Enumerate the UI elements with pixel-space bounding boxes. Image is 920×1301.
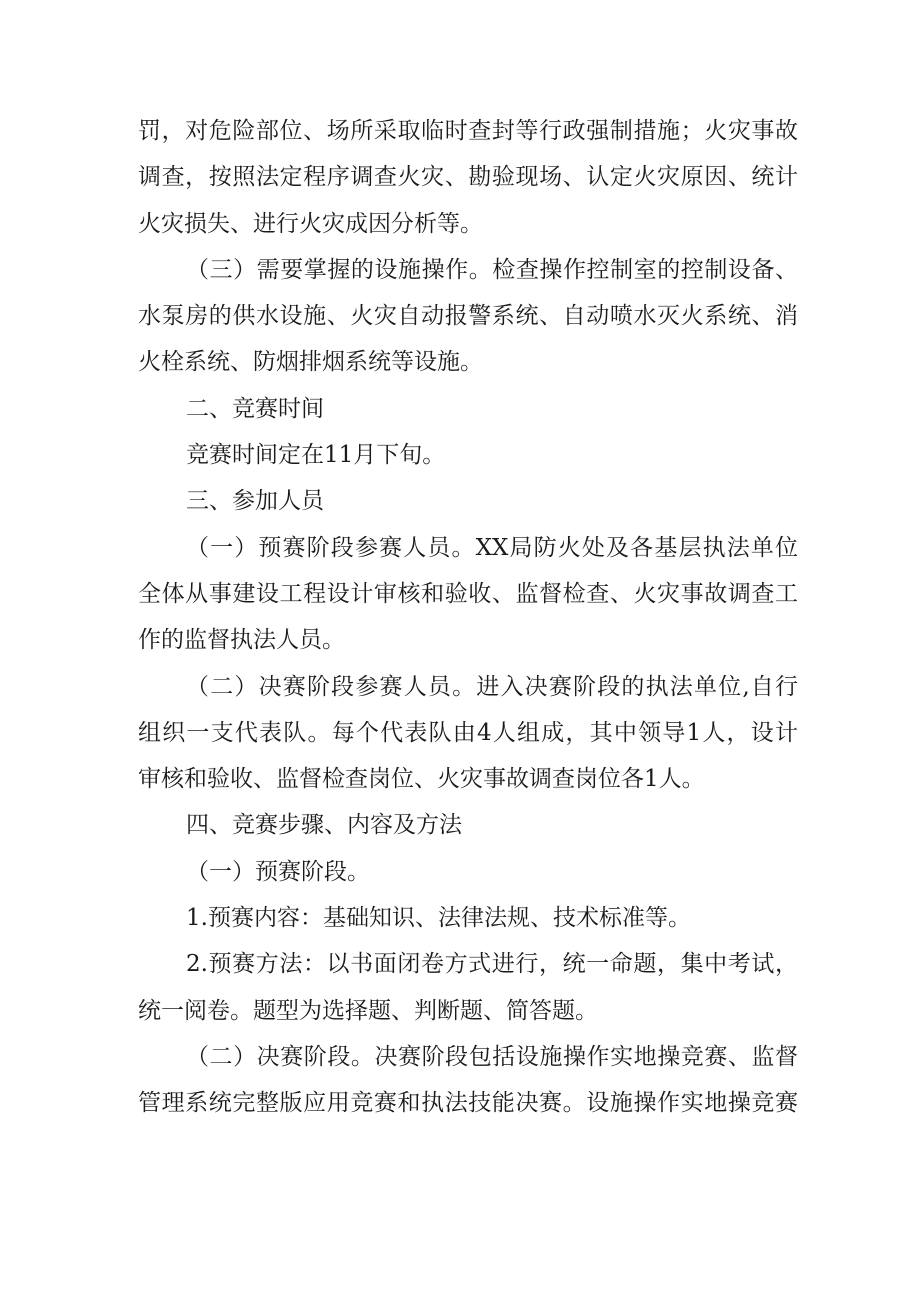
text-line: 2.预赛方法：以书面闭卷方式进行，统一命题，集中考试， [186,951,798,978]
text-line: 1.预赛内容：基础知识、法律法规、技术标准等。 [186,905,691,932]
text-line: 火栓系统、防烟排烟系统等设施。 [138,349,483,376]
text-line: （三）需要掌握的设施操作。检查操作控制室的控制设备、 [186,256,798,283]
text-line: 作的监督执法人员。 [138,627,345,654]
text-line: 组织一支代表队。每个代表队由4人组成，其中领导1人，设计 [138,719,798,746]
text-line: 四、竞赛步骤、内容及方法 [186,812,462,839]
text-line: 审核和验收、监督检查岗位、火灾事故调查岗位各1人。 [138,766,705,793]
text-line: 管理系统完整版应用竞赛和执法技能决赛。设施操作实地操竞赛 [138,1090,798,1117]
text-line: 火灾损失、进行火灾成因分析等。 [138,210,483,237]
text-line: 竞赛时间定在11月下旬。 [186,442,446,469]
text-line: 统一阅卷。题型为选择题、判断题、简答题。 [138,997,598,1024]
text-line: （一）预赛阶段参赛人员。XX局防火处及各基层执法单位 [186,534,798,561]
document-body [138,108,798,1127]
text-line: 罚，对危险部位、场所采取临时查封等行政强制措施；火灾事故 [138,118,798,144]
text-line: 二、竞赛时间 [186,395,324,422]
text-line: 调查，按照法定程序调查火灾、勘验现场、认定火灾原因、统计 [138,164,798,191]
text-line: （二）决赛阶段。决赛阶段包括设施操作实地操竞赛、监督 [186,1043,798,1070]
text-line: 三、参加人员 [186,488,324,515]
text-line: 水泵房的供水设施、火灾自动报警系统、自动喷水灭火系统、消 [138,303,798,330]
text-line: 全体从事建设工程设计审核和验收、监督检查、火灾事故调查工 [138,580,798,607]
text-line: （一）预赛阶段。 [186,858,370,885]
text-line: （二）决赛阶段参赛人员。进入决赛阶段的执法单位,自行 [186,673,798,700]
